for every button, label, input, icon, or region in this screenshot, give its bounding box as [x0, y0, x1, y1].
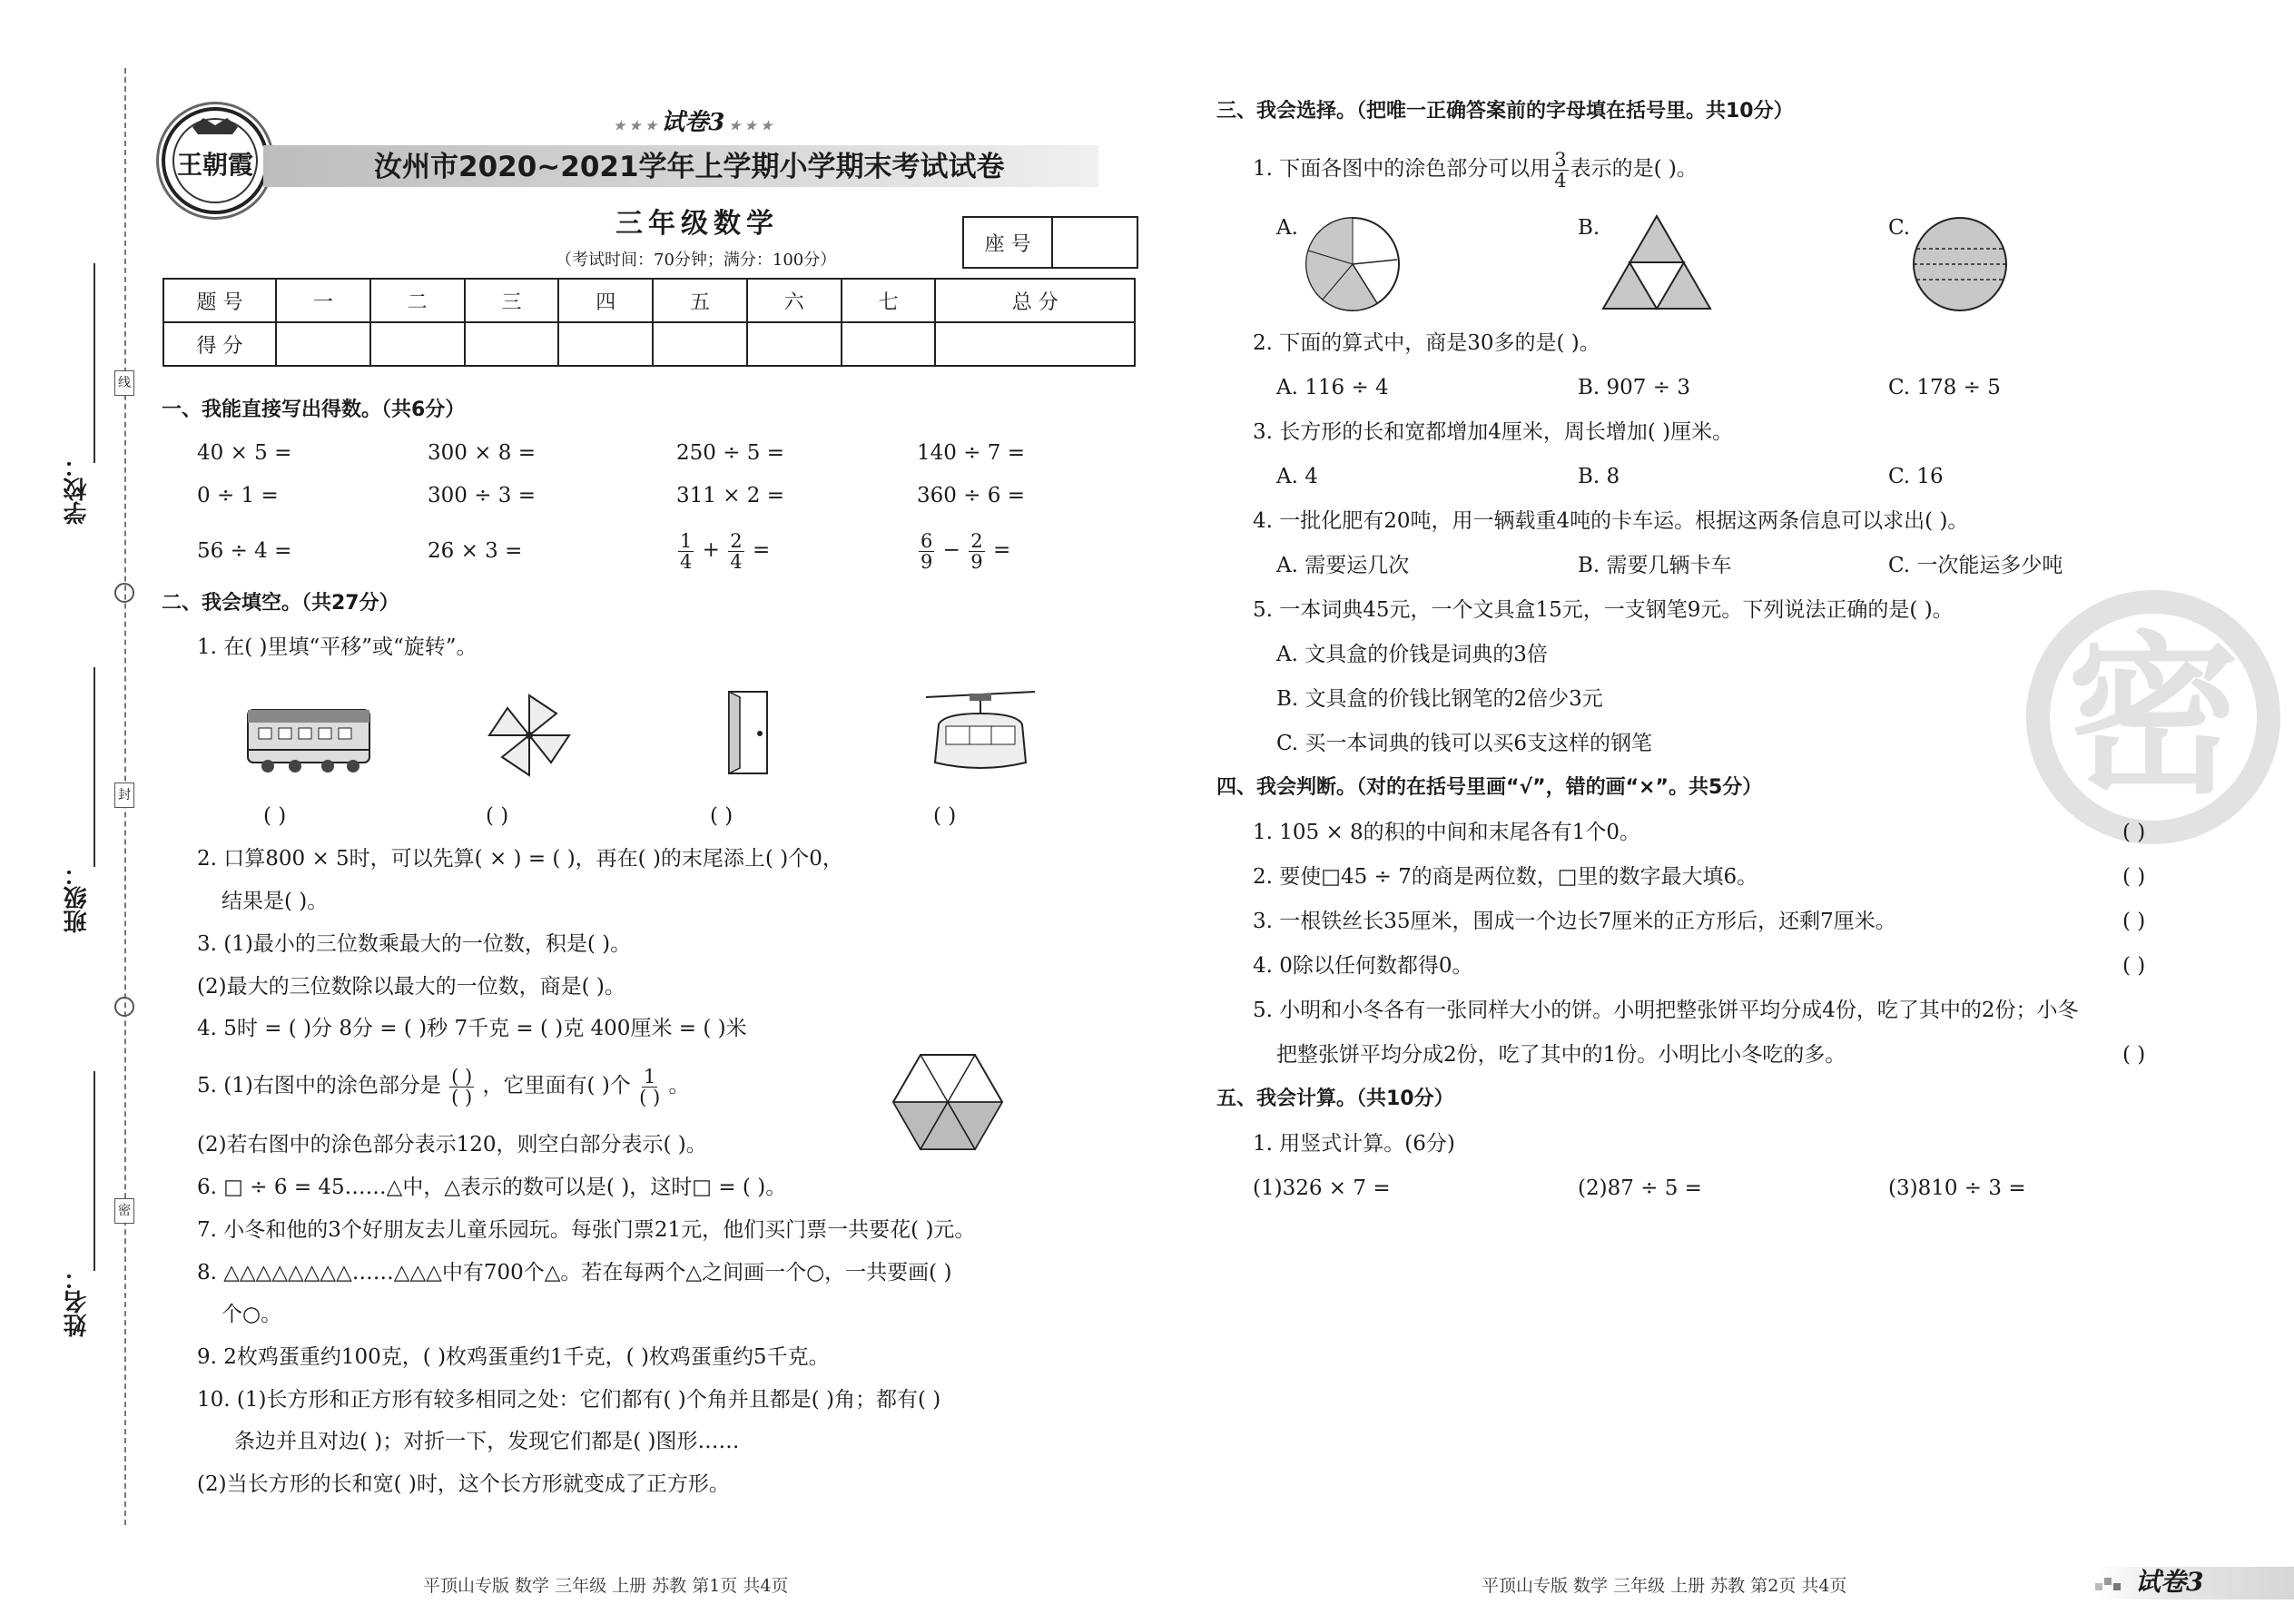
fraction [969, 531, 984, 572]
school-label: 学校： [64, 454, 91, 525]
score-table-header-row [163, 279, 1135, 322]
score-header-cell: 四 [558, 279, 653, 322]
answer-blank[interactable]: ( ) [263, 804, 287, 828]
score-header-cell: 六 [747, 279, 842, 322]
footer-badge-squares [2095, 1576, 2124, 1592]
calc-vertical: (1)326 × 7 = [1253, 1176, 1391, 1200]
score-cell[interactable] [935, 322, 1135, 366]
fraction [678, 531, 694, 572]
fraction-calc-2: $\frac{6}{9}$ − $\frac{2}{9}$ = [921, 529, 1011, 573]
fraction [919, 531, 934, 572]
judge-item: 4. 0除以任何数都得0。 [1253, 954, 1473, 978]
q3-3-option-c[interactable]: C. 16 [1888, 465, 1944, 488]
calc-item: 0 ÷ 1 = [197, 484, 279, 507]
footer-right: 平顶山专版 数学 三年级 上册 苏教 第2页 共4页 [1482, 1576, 1847, 1596]
binding-mark-mi: 密 [114, 1198, 134, 1224]
fraction-den: 4 [730, 550, 743, 573]
exam-subtitle: （考试时间：70分钟；满分：100分） [556, 251, 837, 270]
q2-5a-end: 。 [668, 1074, 690, 1097]
q3-5: 5. 一本词典45元，一个文具盒15元，一支钢笔9元。下列说法正确的是( )。 [1253, 598, 1954, 622]
subject-title: 三年级数学 [615, 208, 779, 240]
triangle-figure-b [1600, 212, 1714, 312]
score-cell[interactable] [558, 322, 653, 366]
q2-7: 7. 小冬和他的3个好朋友去儿童乐园玩。每张门票21元，他们买门票一共要花( )元。 [197, 1218, 976, 1242]
q2-3b: (2)最大的三位数除以最大的一位数，商是( )。 [197, 975, 625, 999]
name-line[interactable] [94, 1071, 95, 1271]
score-header-cell: 五 [653, 279, 747, 322]
fraction-num: 6 [921, 529, 933, 552]
badge-stars-right: ★ ★ ★ [724, 119, 773, 133]
calc-item: 300 ÷ 3 = [428, 484, 537, 507]
section2-title: 二、我会填空。（共27分） [162, 592, 399, 615]
binding-mark-xian: 线 [114, 370, 134, 396]
fraction-num: 2 [970, 529, 983, 552]
calc-item: 360 ÷ 6 = [917, 484, 1026, 507]
q3-2: 2. 下面的算式中，商是30多的是( )。 [1253, 331, 1600, 355]
score-cell[interactable] [653, 322, 747, 366]
q5-1: 1. 用竖式计算。(6分) [1253, 1132, 1455, 1156]
q2-2a: 2. 口算800 × 5时，可以先算( × ) = ( )，再在( )的末尾添上( )个0， [197, 847, 843, 871]
q2-10c: (2)当长方形的长和宽( )时，这个长方形就变成了正方形。 [197, 1472, 730, 1496]
score-header-cell: 一 [276, 279, 370, 322]
fraction-den: 9 [970, 550, 983, 573]
section5-title: 五、我会计算。（共10分） [1216, 1088, 1454, 1110]
q3-1-option-b[interactable]: B. [1578, 216, 1600, 240]
q3-4-option-c[interactable]: C. 一次能运多少吨 [1888, 554, 2063, 577]
fraction-den: 9 [921, 550, 933, 573]
fraction-den: 4 [680, 550, 693, 573]
school-line[interactable] [94, 263, 95, 463]
brand-badge [614, 109, 773, 140]
binding-mark-feng: 封 [114, 782, 134, 808]
fraction-den: ( ) [639, 1086, 661, 1108]
calc-item: 140 ÷ 7 = [917, 441, 1026, 465]
calc-item: 56 ÷ 4 = [197, 539, 292, 563]
class-line[interactable] [94, 667, 95, 867]
footer-left: 平顶山专版 数学 三年级 上册 苏教 第1页 共4页 [423, 1576, 789, 1596]
q3-1-pre: 1. 下面各图中的涂色部分可以用 [1253, 157, 1551, 181]
q3-5-option-a[interactable]: A. 文具盒的价钱是词典的3倍 [1276, 643, 1548, 666]
answer-blank[interactable]: ( ) [486, 804, 509, 828]
judge-answer[interactable]: ( ) [2122, 821, 2146, 844]
footer-badge: 试卷3 [2135, 1567, 2204, 1597]
fraction-den: 4 [1554, 169, 1567, 192]
fraction [1552, 150, 1568, 191]
q3-2-option-a[interactable]: A. 116 ÷ 4 [1276, 376, 1389, 399]
q3-2-option-b[interactable]: B. 907 ÷ 3 [1578, 376, 1690, 399]
q3-5-option-c[interactable]: C. 买一本词典的钱可以买6支这样的钢笔 [1276, 732, 1653, 755]
section1-title: 一、我能直接写出得数。（共6分） [162, 399, 466, 421]
q3-4-option-b[interactable]: B. 需要几辆卡车 [1578, 554, 1732, 577]
seat-input[interactable] [1053, 218, 1137, 267]
section4-title: 四、我会判断。（对的在括号里画“√”，错的画“×”。共5分） [1216, 776, 1763, 799]
name-label: 姓名： [64, 1266, 91, 1337]
score-header-cell: 题 号 [163, 279, 276, 322]
fraction-num: 1 [643, 1065, 656, 1088]
q3-3-option-a[interactable]: A. 4 [1276, 465, 1318, 488]
door-picture [722, 688, 776, 779]
train-picture [241, 697, 377, 779]
score-cell[interactable] [842, 322, 936, 366]
watermark-text: 密 [2066, 616, 2240, 817]
hexagon-figure [890, 1051, 1006, 1153]
calc-vertical: (3)810 ÷ 3 = [1888, 1176, 2026, 1200]
score-label-cell: 得 分 [163, 322, 276, 366]
score-cell[interactable] [465, 322, 559, 366]
judge-answer[interactable]: ( ) [2122, 954, 2146, 978]
q2-5b: (2)若右图中的涂色部分表示120，则空白部分表示( )。 [197, 1133, 707, 1156]
judge-answer[interactable]: ( ) [2122, 1043, 2146, 1067]
q3-4: 4. 一批化肥有20吨，用一辆载重4吨的卡车运。根据这两条信息可以求出( )。 [1253, 509, 1969, 533]
q2-2b: 结果是( )。 [222, 890, 329, 913]
fraction-unit[interactable] [639, 1067, 660, 1107]
q3-5-option-b[interactable]: B. 文具盒的价钱比钢笔的2倍少3元 [1276, 687, 1603, 711]
q2-3a: 3. (1)最小的三位数乘最大的一位数，积是( )。 [197, 932, 632, 956]
q2-5a-mid: ，它里面有( )个 [482, 1074, 631, 1097]
q3-4-option-a[interactable]: A. 需要运几次 [1276, 554, 1410, 577]
judge-item: 3. 一根铁丝长35厘米，围成一个边长7厘米的正方形后，还剩7厘米。 [1253, 910, 1896, 933]
q3-3: 3. 长方形的长和宽都增加4厘米，周长增加( )厘米。 [1253, 420, 1734, 444]
class-label: 班级： [64, 862, 91, 933]
seat-number-box [962, 216, 1138, 269]
judge-item: 2. 要使□45 ÷ 7的商是两位数，□里的数字最大填6。 [1253, 865, 1758, 889]
calc-item: 250 ÷ 5 = [676, 441, 785, 465]
q3-1-post: 表示的是( )。 [1570, 157, 1698, 181]
q3-1-option-a[interactable]: A. [1276, 216, 1298, 240]
binding-hole-1 [114, 583, 134, 603]
watermark-seal [2026, 590, 2280, 844]
judge-item-cont: 把整张饼平均分成2份，吃了其中的1份。小明比小冬吃的多。 [1276, 1043, 1846, 1067]
fraction-num: 3 [1554, 148, 1567, 171]
q2-8a: 8. △△△△△△△△……△△△中有700个△。若在每两个△之间画一个○，一共要画( ) [197, 1261, 952, 1284]
seat-label: 座 号 [964, 218, 1053, 267]
exam-title: 汝州市2020~2021学年上学期小学期末考试试卷 [374, 151, 1005, 183]
q2-10a: 10. (1)长方形和正方形有较多相同之处：它们都有( )个角并且都是( )角；都有( ) [197, 1388, 941, 1412]
fraction-blank[interactable] [449, 1067, 474, 1107]
fraction-num: 2 [730, 529, 743, 552]
score-header-cell: 总 分 [935, 279, 1135, 322]
q2-5a-text: 5. (1)右图中的涂色部分是 [197, 1074, 441, 1097]
score-header-cell: 七 [842, 279, 936, 322]
q3-1 [1253, 145, 1698, 192]
calc-item: 26 × 3 = [428, 539, 523, 563]
fraction [728, 531, 743, 572]
binding-hole-2 [114, 997, 134, 1017]
q2-4: 4. 5时 = ( )分 8分 = ( )秒 7千克 = ( )克 400厘米 = ( )米 [197, 1017, 747, 1040]
brand-logo [162, 107, 269, 214]
circle-figure-a [1303, 214, 1403, 314]
judge-answer[interactable]: ( ) [2122, 910, 2146, 933]
q3-1-option-c[interactable]: C. [1888, 216, 1911, 240]
calc-item: 40 × 5 = [197, 441, 292, 465]
answer-blank[interactable]: ( ) [710, 804, 733, 828]
score-header-cell: 二 [370, 279, 465, 322]
section3-title: 三、我会选择。（把唯一正确答案前的字母填在括号里。共10分） [1216, 100, 1794, 123]
score-cell[interactable] [276, 322, 370, 366]
calc-vertical: (2)87 ÷ 5 = [1578, 1176, 1702, 1200]
score-cell[interactable] [747, 322, 842, 366]
answer-blank[interactable]: ( ) [933, 804, 957, 828]
calc-item: 300 × 8 = [428, 441, 537, 465]
badge-text: 试卷3 [661, 109, 725, 136]
q2-10b: 条边并且对边( )；对折一下，发现它们都是( )图形…… [234, 1430, 740, 1453]
fraction-num: ( ) [451, 1065, 473, 1088]
brand-logo-text: 王朝霞 [176, 150, 253, 180]
judge-item: 5. 小明和小冬各有一张同样大小的饼。小明把整张饼平均分成4份，吃了其中的2份；小冬 [1253, 999, 2079, 1022]
q3-2-option-c[interactable]: C. 178 ÷ 5 [1888, 376, 2001, 399]
q2-8b: 个○。 [222, 1303, 282, 1326]
circle-figure-c [1910, 214, 2010, 314]
q2-5a [197, 1058, 689, 1113]
fraction-calc-1: $\frac{1}{4}$ + $\frac{2}{4}$ = [680, 529, 771, 573]
q2-6: 6. □ ÷ 6 = 45……△中，△表示的数可以是( )，这时□ = ( )。 [197, 1176, 787, 1199]
judge-answer[interactable]: ( ) [2122, 865, 2146, 889]
badge-stars-left: ★ ★ ★ [614, 119, 662, 133]
fraction-den: ( ) [451, 1086, 473, 1108]
q2-1: 1. 在( )里填“平移”或“旋转”。 [197, 635, 478, 659]
score-cell[interactable] [370, 322, 465, 366]
fraction-num: 1 [680, 529, 693, 552]
pinwheel-picture [484, 690, 575, 781]
q2-9: 9. 2枚鸡蛋重约100克，( )枚鸡蛋重约1千克，( )枚鸡蛋重约5千克。 [197, 1345, 830, 1369]
judge-item: 1. 105 × 8的积的中间和末尾各有1个0。 [1253, 821, 1640, 844]
score-table-score-row [163, 322, 1135, 366]
calc-item: 311 × 2 = [676, 484, 785, 507]
score-table [162, 278, 1136, 367]
score-header-cell: 三 [465, 279, 559, 322]
q3-3-option-b[interactable]: B. 8 [1578, 465, 1620, 488]
cable-car-picture [926, 688, 1035, 779]
